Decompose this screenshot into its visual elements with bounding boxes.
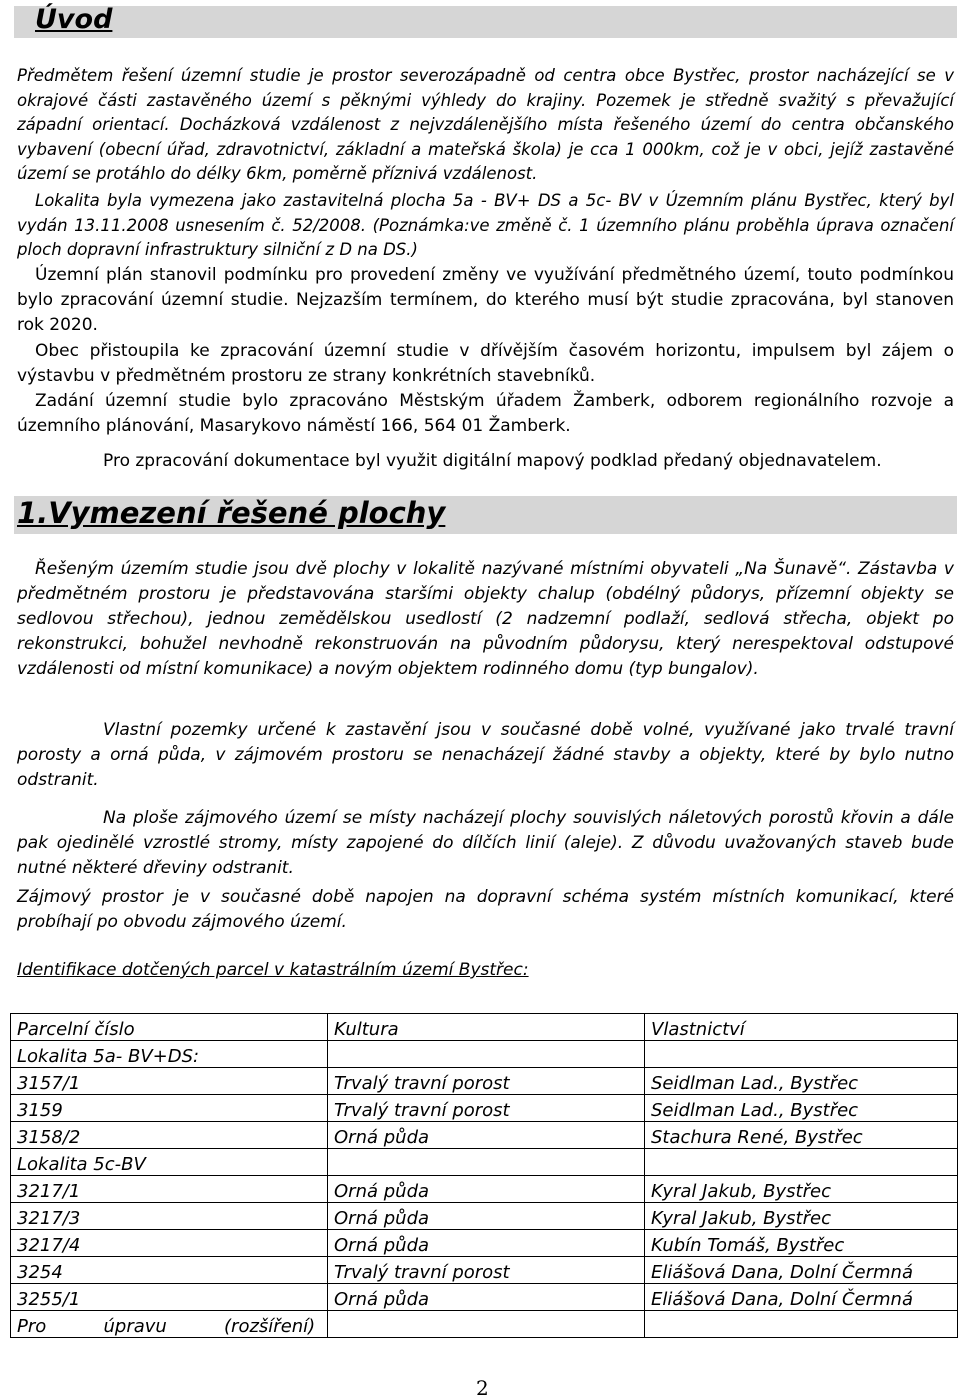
section1-paragraph-1: Řešeným územím studie jsou dvě plochy v lokalitě nazývané místními obyvateli „Na Šunavě“. Zástavba v předmětném prostoru je představována staršími objekty chalup (obdélný půdorys, přízemní objekty se sedlovou střechou), jednou zemědělskou usedlostí (2 nadzemní podlaží, sedlová střecha, objekt po rekonstrukci, bohužel nevhodně rekonstruován na původním půdorysu, který nerespektoval odstupové vzdálenosti od místní komunikace) a novým objektem rodinného domu (typ bungalov). <box>17 559 954 679</box>
header-cell: Parcelní číslo <box>11 1014 328 1041</box>
table-cell: 3217/1 <box>11 1176 328 1203</box>
intro-heading-bar <box>14 6 957 38</box>
table-cell: 3157/1 <box>11 1068 328 1095</box>
intro-paragraph-1: Předmětem řešení územní studie je prostor severozápadně od centra obce Bystřec, prostor nacházející se v okrajové části zastavěného území s pěknými výhledy do krajiny. Pozemek je středně svažitý s převažující západní orientací. Docházková vzdálenost z nejvzdálenějšího místa řešeného území do centra občanského vybavení (obecní úřad, zdravotnictví, základní a mateřská škola) je cca 1 000km, což je v obci, jejíž zastavěné území se protáhlo do délky 6km, poměrně příznivá vzdálenost. <box>17 66 954 183</box>
table-cell: 3159 <box>11 1095 328 1122</box>
table-cell: 3217/4 <box>11 1230 328 1257</box>
intro-paragraph-6: Pro zpracování dokumentace byl využit digitální mapový podklad předaný objednavatelem. <box>103 451 882 471</box>
table-cell <box>645 1311 958 1338</box>
intro-heading: Úvod <box>35 4 113 35</box>
table-row <box>11 1176 958 1203</box>
table-cell: 3158/2 <box>11 1122 328 1149</box>
table-row <box>11 1095 958 1122</box>
table-caption: Identifikace dotčených parcel v katastrálním území Bystřec: <box>17 960 529 980</box>
table-cell: Trvalý travní porost <box>328 1068 645 1095</box>
table-cell <box>328 1149 645 1176</box>
table-cell: Orná půda <box>328 1122 645 1149</box>
table-cell: Orná půda <box>328 1203 645 1230</box>
table-cell: Lokalita 5c-BV <box>11 1149 328 1176</box>
parcel-table <box>10 1013 958 1338</box>
table-header-row <box>11 1014 958 1041</box>
table-cell: Kyral Jakub, Bystřec <box>645 1176 958 1203</box>
table-cell: Orná půda <box>328 1230 645 1257</box>
intro-paragraph-5: Zadání územní studie bylo zpracováno Městským úřadem Žamberk, odborem regionálního rozvoje a územního plánování, Masarykovo náměstí 166, 564 01 Žamberk. <box>17 391 954 436</box>
table-cell: Stachura René, Bystřec <box>645 1122 958 1149</box>
table-cell: Kubín Tomáš, Bystřec <box>645 1230 958 1257</box>
table-row <box>11 1068 958 1095</box>
intro-paragraph-3: Územní plán stanovil podmínku pro provedení změny ve využívání předmětného území, touto podmínkou bylo zpracování územní studie. Nejzazším termínem, do kterého musí být studie zpracována, byl stanoven rok 2020. <box>17 265 954 335</box>
table-cell: Kyral Jakub, Bystřec <box>645 1203 958 1230</box>
section1-paragraph-3: Na ploše zájmového území se místy nacházejí plochy souvislých náletových porostů křovin a dále pak ojedinělé vzrostlé stromy, místy zapojené do dílčích linií (aleje). Z důvodu uvažovaných staveb bude nutné některé dřeviny odstranit. <box>17 808 954 878</box>
table-row <box>11 1284 958 1311</box>
intro-paragraph-2: Lokalita byla vymezena jako zastavitelná plocha 5a - BV+ DS a 5c- BV v Územním plánu Bystřec, který byl vydán 13.11.2008 usnesením č. 52/2008. (Poznámka:ve změně č. 1 územního plánu proběhla úprava označení ploch dopravní infrastruktury silniční z D na DS.) <box>17 191 954 259</box>
table-cell: Trvalý travní porost <box>328 1257 645 1284</box>
table-row <box>11 1041 958 1068</box>
section1-heading-bar <box>14 496 957 534</box>
table-cell: Seidlman Lad., Bystřec <box>645 1095 958 1122</box>
table-cell: Orná půda <box>328 1284 645 1311</box>
table-row <box>11 1149 958 1176</box>
table-row <box>11 1122 958 1149</box>
table-cell: Orná půda <box>328 1176 645 1203</box>
table-cell: Lokalita 5a- BV+DS: <box>11 1041 328 1068</box>
table-cell: Trvalý travní porost <box>328 1095 645 1122</box>
table-cell: Seidlman Lad., Bystřec <box>645 1068 958 1095</box>
table-cell <box>328 1041 645 1068</box>
table-row <box>11 1311 958 1338</box>
table-cell: Eliášová Dana, Dolní Čermná <box>645 1284 958 1311</box>
section1-paragraph-2: Vlastní pozemky určené k zastavění jsou v současné době volné, využívané jako trvalé travní porosty a orná půda, v zájmovém prostoru se nenacházejí žádné stavby a objekty, které by bylo nutno odstranit. <box>17 720 954 790</box>
page-number: 2 <box>476 1376 489 1400</box>
table-cell: 3217/3 <box>11 1203 328 1230</box>
table-cell <box>328 1311 645 1338</box>
section1-heading: 1.Vymezení řešené plochy <box>17 496 446 530</box>
table-cell <box>645 1041 958 1068</box>
table-row <box>11 1203 958 1230</box>
table-cell: Pro úpravu (rozšíření) <box>11 1311 328 1338</box>
table-cell: 3255/1 <box>11 1284 328 1311</box>
table-cell: Eliášová Dana, Dolní Čermná <box>645 1257 958 1284</box>
header-cell: Vlastnictví <box>645 1014 958 1041</box>
table-cell: 3254 <box>11 1257 328 1284</box>
table-row <box>11 1257 958 1284</box>
table-cell <box>645 1149 958 1176</box>
intro-paragraph-4: Obec přistoupila ke zpracování územní studie v dřívějším časovém horizontu, impulsem byl zájem o výstavbu v předmětném prostoru ze strany konkrétních stavebníků. <box>17 341 954 386</box>
header-cell: Kultura <box>328 1014 645 1041</box>
table-row <box>11 1230 958 1257</box>
section1-paragraph-4: Zájmový prostor je v současné době napojen na dopravní schéma systém místních komunikací, které probíhají po obvodu zájmového území. <box>17 887 954 932</box>
